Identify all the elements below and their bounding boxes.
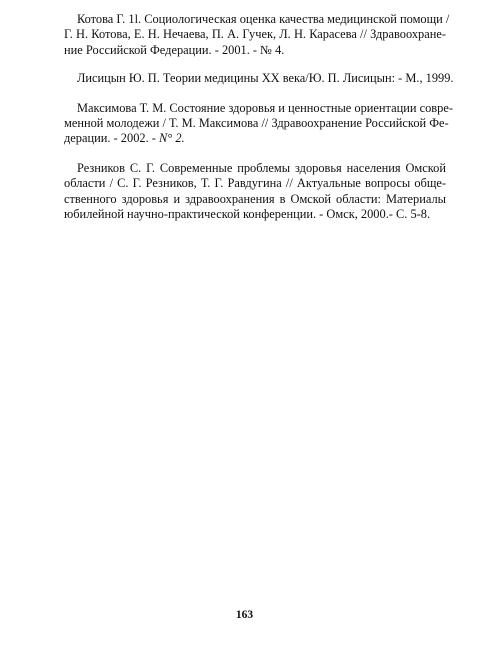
reference-line: Г. Н. Котова, Е. Н. Нечаева, П. А. Гучек, Л. Н. Карасева // Здравоохране- — [64, 27, 446, 42]
reference-issue-number: N° 2. — [159, 131, 185, 146]
reference-line — [51, 131, 446, 146]
reference-line: менной молодежи / Т. М. Максимова // Здравоохранение Российской Фе- — [64, 116, 449, 131]
reference-line: ние Российской Федерации. - 2001. - № 4. — [64, 42, 285, 57]
reference-item — [51, 161, 446, 223]
reference-line: Максимова Т. М. Состояние здоровья и ценностные ориентации совре- — [77, 100, 453, 115]
reference-line-text: дерации. - 2002. - — [64, 131, 160, 146]
reference-line: Резников С. Г. Современные проблемы здоровья населения Омской — [77, 160, 446, 175]
reference-line: Лисицын Ю. П. Теории медицины XX века/Ю. П. Лисицын: - М., 1999. — [77, 71, 454, 86]
reference-item — [51, 100, 453, 147]
page-number: 163 — [235, 609, 254, 621]
reference-line: ственного здоровья и здравоохранения в Омской области: Материалы — [64, 191, 446, 206]
reference-line: Котова Г. 1l. Социологическая оценка качества медицинской помощи / — [77, 12, 450, 26]
reference-line: области / С. Г. Резников, Т. Г. Равдугина // Актуальные вопросы обще- — [64, 176, 446, 191]
reference-item — [51, 71, 454, 86]
reference-line: юбилейной научно-практической конференции. - Омск, 2000.- С. 5-8. — [64, 207, 431, 222]
reference-list — [51, 12, 454, 234]
reference-item — [51, 12, 450, 58]
